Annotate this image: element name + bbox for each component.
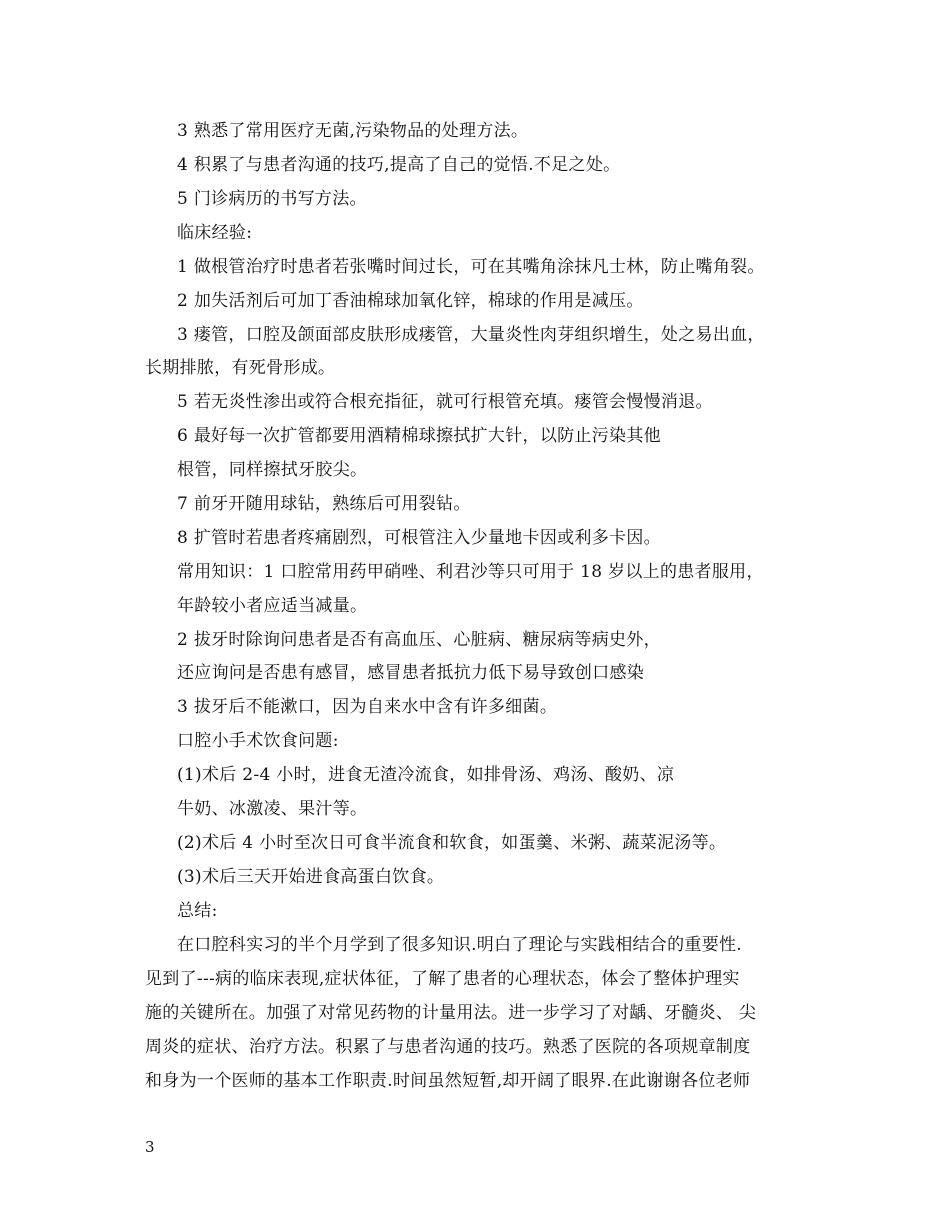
text-line: 5 若无炎性渗出或符合根充指征，就可行根管充填。瘘管会慢慢消退。 [177,392,713,412]
text-line: 3 熟悉了常用医疗无菌,污染物品的处理方法。 [177,121,529,141]
text-line: 7 前牙开随用球钻，熟练后可用裂钻。 [177,494,471,514]
page-number: 3 [145,1138,155,1156]
text-line: 5 门诊病历的书写方法。 [177,189,367,209]
text-line: 2 加失活剂后可加丁香油棉球加氧化锌，棉球的作用是减压。 [177,291,644,311]
text-line: 常用知识：1 口腔常用药甲硝唑、利君沙等只可用于 18 岁以上的患者服用， [177,562,764,582]
text-line: (2)术后 4 小时至次日可食半流食和软食，如蛋羹、米粥、蔬菜泥汤等。 [177,833,727,853]
text-line: 3 瘘管，口腔及颌面部皮肤形成瘘管，大量炎性肉芽组织增生，处之易出血， [177,325,765,345]
text-line: (1)术后 2-4 小时，进食无渣冷流食，如排骨汤、鸡汤、酸奶、凉 [177,765,675,785]
text-line: 4 积累了与患者沟通的技巧,提高了自己的觉悟.不足之处。 [177,155,621,175]
text-line: 1 做根管治疗时患者若张嘴时间过长，可在其嘴角涂抹凡士林，防止嘴角裂。 [177,257,765,277]
text-line: 年龄较小者应适当减量。 [177,596,368,616]
text-line: 牛奶、冰激凌、果汁等。 [177,799,368,819]
text-line: 长期排脓，有死骨形成。 [145,358,336,378]
section-heading: 临床经验: [177,223,253,243]
text-line: 还应询问是否患有感冒，感冒患者抵抗力低下易导致创口感染 [177,663,645,683]
text-line: 和身为一个医师的基本工作职责.时间虽然短暂,却开阔了眼界.在此谢谢各位老师 [145,1071,751,1091]
text-line: 3 拔牙后不能漱口，因为自来水中含有许多细菌。 [177,697,558,717]
section-heading: 口腔小手术饮食问题: [177,731,339,751]
text-line: 周炎的症状、治疗方法。积累了与患者沟通的技巧。熟悉了医院的各项规章制度 [145,1037,751,1057]
text-line: (3)术后三天开始进食高蛋白饮食。 [177,867,445,887]
text-line: 施的关键所在。加强了对常见药物的计量用法。进一步学习了对龋、牙髓炎、 尖 [145,1003,757,1023]
text-line: 2 拔牙时除询问患者是否有高血压、心脏病、糖尿病等病史外， [177,630,661,650]
section-heading: 总结: [177,901,218,921]
text-line: 6 最好每一次扩管都要用酒精棉球擦拭扩大针，以防止污染其他 [177,426,661,446]
text-line: 根管，同样擦拭牙胶尖。 [177,460,368,480]
text-line: 8 扩管时若患者疼痛剧烈，可根管注入少量地卡因或利多卡因。 [177,528,661,548]
text-line: 在口腔科实习的半个月学到了很多知识.明白了理论与实践相结合的重要性. [177,935,743,955]
text-line: 见到了---病的临床表现,症状体征，了解了患者的心理状态，体会了整体护理实 [145,969,740,989]
